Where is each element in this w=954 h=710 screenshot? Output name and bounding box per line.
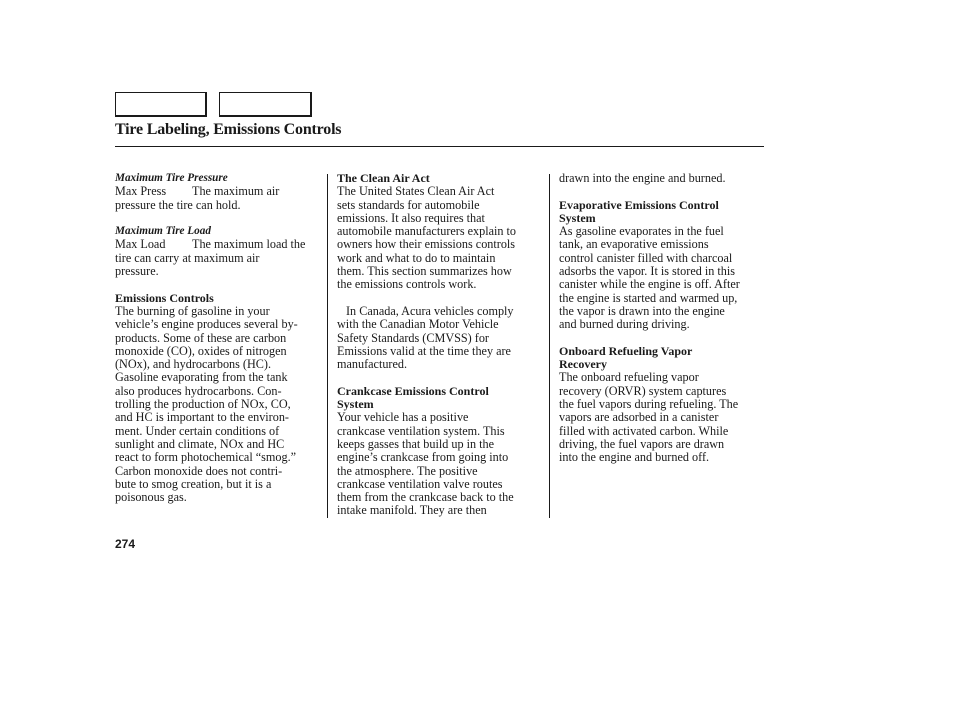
crankcase-line: intake manifold. They are then: [337, 503, 487, 518]
crankcase-heading-1: Crankcase Emissions Control: [337, 383, 489, 398]
max-pressure-line-1: [115, 185, 321, 198]
clean-air-line: The United States Clean Air Act: [337, 184, 495, 199]
title-divider: [115, 146, 764, 147]
clean-air-line: work and what to do to maintain: [337, 250, 496, 265]
orvr-line: recovery (ORVR) system captures: [559, 383, 727, 398]
clean-air-line: sets standards for automobile: [337, 197, 480, 212]
evap-line: and burned during driving.: [559, 317, 690, 332]
column-3: [559, 172, 765, 465]
max-load-text-2: tire can carry at maximum air: [115, 250, 260, 265]
evap-heading-1: Evaporative Emissions Control: [559, 197, 719, 212]
crankcase-line: Your vehicle has a positive: [337, 410, 469, 425]
crankcase-line: crankcase ventilation system. This: [337, 423, 505, 438]
crankcase-line: them from the crankcase back to the: [337, 490, 514, 505]
column-2: [337, 172, 543, 518]
crankcase-line: engine’s crankcase from going into: [337, 450, 509, 465]
max-pressure-text-2: pressure the tire can hold.: [115, 197, 241, 212]
page-number: 274: [115, 537, 136, 551]
emissions-line: products. Some of these are carbon: [115, 330, 287, 345]
max-load-line-1: [115, 238, 321, 251]
emissions-line: ment. Under certain conditions of: [115, 423, 280, 438]
evap-line: canister while the engine is off. After: [559, 277, 740, 292]
max-load-text-1: The maximum load the: [192, 237, 306, 252]
max-pressure-term: Max Press: [115, 184, 167, 199]
emissions-line: monoxide (CO), oxides of nitrogen: [115, 343, 287, 358]
orvr-line: into the engine and burned off.: [559, 450, 710, 465]
evap-line: As gasoline evaporates in the fuel: [559, 224, 724, 239]
orvr-line: vapors are adsorbed in a canister: [559, 410, 719, 425]
emissions-line: and HC is important to the environ-: [115, 410, 289, 425]
nav-tab-box-left[interactable]: [115, 92, 207, 117]
crankcase-line: crankcase ventilation valve routes: [337, 476, 503, 491]
canada-line: with the Canadian Motor Vehicle: [337, 317, 499, 332]
column-1: [115, 172, 321, 504]
crankcase-line: the atmosphere. The positive: [337, 463, 478, 478]
evap-line: tank, an evaporative emissions: [559, 237, 709, 252]
evap-line: the engine is started and warmed up,: [559, 290, 738, 305]
emissions-line: also produces hydrocarbons. Con-: [115, 383, 282, 398]
emissions-line: trolling the production of NOx, CO,: [115, 397, 291, 412]
evap-line: control canister filled with charcoal: [559, 250, 733, 265]
nav-tab-box-right[interactable]: [219, 92, 312, 117]
emissions-line: The burning of gasoline in your: [115, 303, 270, 318]
emissions-line: poisonous gas.: [115, 490, 187, 505]
orvr-line: the fuel vapors during refueling. The: [559, 397, 739, 412]
continuation-line: drawn into the engine and burned.: [559, 171, 726, 185]
canada-line: Safety Standards (CMVSS) for: [337, 330, 489, 345]
clean-air-line: automobile manufacturers explain to: [337, 224, 517, 239]
max-load-heading: Maximum Tire Load: [115, 225, 211, 238]
max-load-term: Max Load: [115, 237, 166, 252]
clean-air-line: owners how their emissions controls: [337, 237, 516, 252]
evap-line: adsorbs the vapor. It is stored in this: [559, 264, 736, 279]
emissions-line: (NOx), and hydrocarbons (HC).: [115, 357, 272, 372]
emissions-line: Carbon monoxide does not contri-: [115, 463, 283, 478]
emissions-line: vehicle’s engine produces several by-: [115, 317, 298, 332]
canada-line: In Canada, Acura vehicles comply: [346, 303, 514, 318]
emissions-line: Gasoline evaporating from the tank: [115, 370, 288, 385]
clean-air-line: emissions. It also requires that: [337, 210, 485, 225]
max-pressure-heading: Maximum Tire Pressure: [115, 172, 228, 184]
orvr-line: driving, the fuel vapors are drawn: [559, 436, 725, 451]
emissions-line: react to form photochemical “smog.”: [115, 450, 297, 465]
canada-line: Emissions valid at the time they are: [337, 343, 511, 358]
emissions-line: bute to smog creation, but it is a: [115, 476, 272, 491]
evap-heading-2: System: [559, 210, 596, 225]
clean-air-line: the emissions controls work.: [337, 277, 477, 292]
clean-air-act-heading: The Clean Air Act: [337, 171, 430, 185]
crankcase-line: keeps gasses that build up in the: [337, 436, 495, 451]
orvr-line: The onboard refueling vapor: [559, 370, 699, 385]
emissions-line: sunlight and climate, NOx and HC: [115, 436, 285, 451]
orvr-heading-2: Recovery: [559, 357, 607, 372]
page-title: Tire Labeling, Emissions Controls: [115, 121, 342, 138]
crankcase-heading-2: System: [337, 397, 374, 412]
column-divider-2: [549, 174, 550, 518]
emissions-controls-heading: Emissions Controls: [115, 290, 214, 305]
clean-air-line: them. This section summarizes how: [337, 264, 512, 279]
column-divider-1: [327, 174, 328, 518]
orvr-line: filled with activated carbon. While: [559, 423, 729, 438]
orvr-heading-1: Onboard Refueling Vapor: [559, 343, 693, 358]
canada-line: manufactured.: [337, 357, 408, 372]
max-load-text-3: pressure.: [115, 264, 159, 279]
max-pressure-text-1: The maximum air: [192, 184, 280, 199]
evap-line: the vapor is drawn into the engine: [559, 303, 725, 318]
